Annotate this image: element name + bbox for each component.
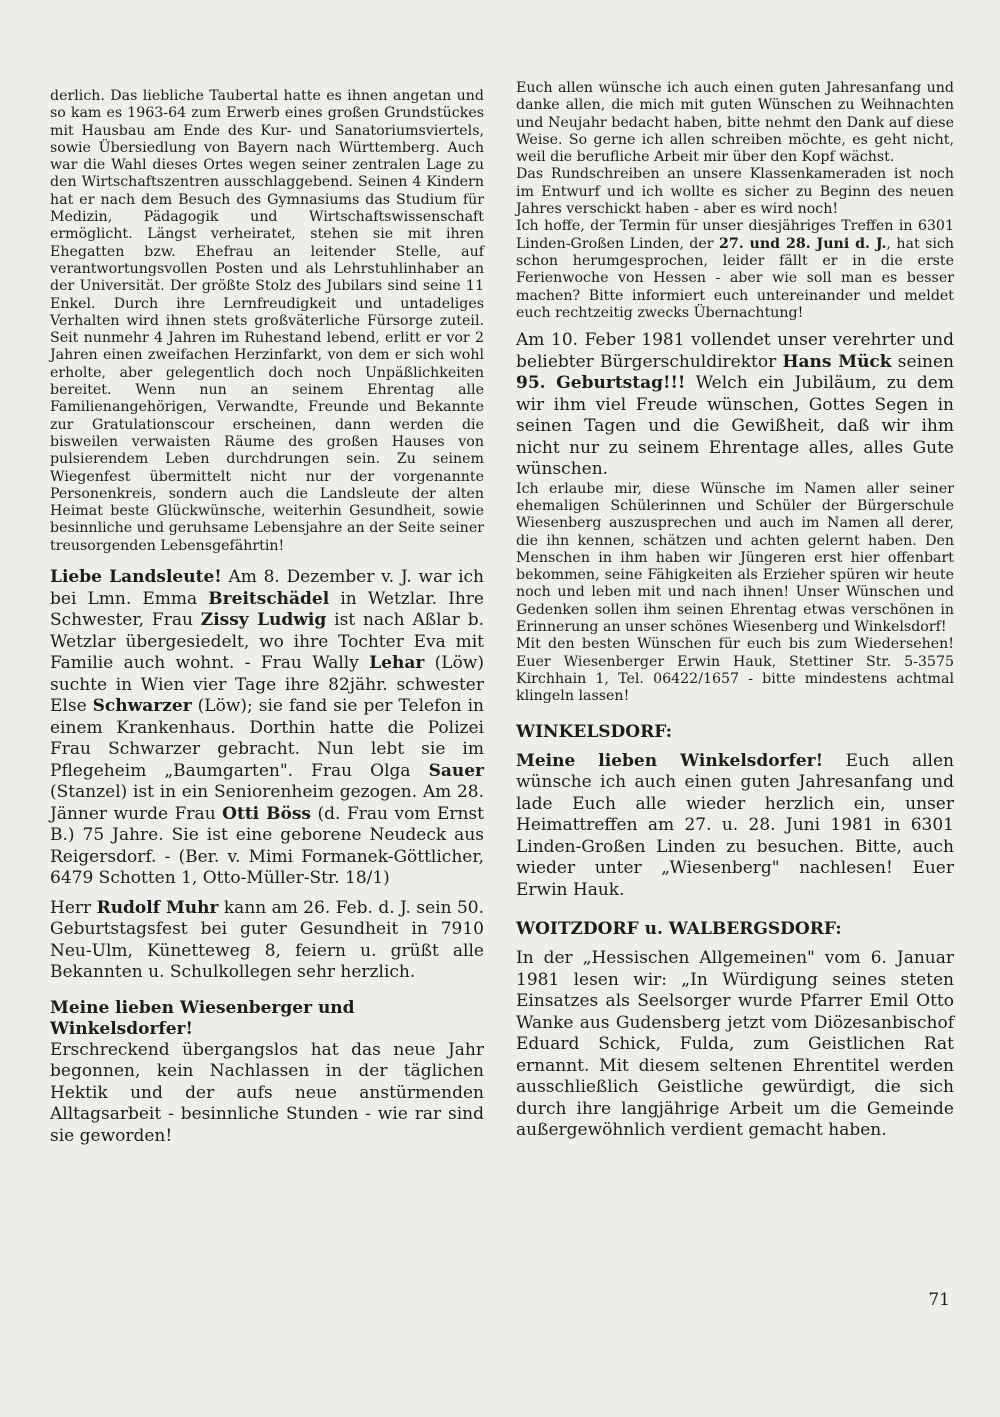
paragraph-wuensche: Ich erlaube mir, diese Wünsche im Namen aller seiner ehemaligen Schülerinnen und Schüler der Bürgerschule Wiesenberg auszusprechen und auch im Namen all derer, die ihn kennen, schätzen und achten gelernt haben. Den Menschen in ihm haben wir Jüngeren erst hier offenbart bekommen, seine Fähigkeiten als Erzieher spüren wir heute noch und leben mit und nach ihnen! Unser Wünschen und Gedenken sollen ihm seinen Ehrentag etwas verschönen in Erinnerung an unser schönes Wiesenberg und Winkelsdorf!: [516, 480, 954, 636]
heading-wiesenberger: Meine lieben Wiesenberger und Winkelsdorfer!: [50, 997, 355, 1039]
paragraph-winkelsdorfer: Meine lieben Winkelsdorfer! Euch allen wünsche ich auch einen guten Jahresanfang und lade Euch alle wieder herzlich ein, unser Heimattreffen am 27. u. 28. Juni 1981 in 6301 Linden-Großen Linden zu besuchen. Bitte, auch wieder unter „Wiesenberg" nachlesen! Euer Erwin Hauk.: [516, 750, 954, 900]
section-heading-winkelsdorf: WINKELSDORF:: [516, 721, 672, 742]
paragraph-liebe-landsleute: Liebe Landsleute! Am 8. Dezember v. J. war ich bei Lmn. Emma Breitschädel in Wetzlar. Ihre Schwester, Frau Zissy Ludwig ist nach Aßlar b. Wetzlar übergesiedelt, wo ihre Tochter Eva mit Familie auch wohnt. - Frau Wally Lehar (Löw) suchte in Wien vier Tage ihre 82jähr. schwester Else Schwarzer (Löw); sie fand sie per Telefon in einem Krankenhaus. Dorthin hatte die Polizei Frau Schwarzer gebracht. Nun lebt sie im Pflegeheim „Baumgarten". Frau Olga Sauer (Stanzel) ist in ein Seniorenheim gezogen. Am 28. Jänner wurde Frau Otti Böss (d. Frau vom Ernst B.) 75 Jahre. Sie ist eine geborene Neudeck aus Reigersdorf. - (Ber. v. Mimi Formanek-Göttlicher, 6479 Schotten 1, Otto-Müller-Str. 18/1): [50, 567, 485, 889]
right-column: [516, 80, 954, 1142]
paragraph-besten-wuenschen: Mit den besten Wünschen für euch bis zum Wiedersehen! Euer Wiesenberger Erwin Hauk, Stettiner Str. 5-3575 Kirchhain 1, Tel. 06422/1657 - bitte mindestens achtmal klingeln lassen!: [516, 636, 954, 705]
paragraph-hessische-allgemeine: In der „Hessischen Allgemeinen" vom 6. Januar 1981 lesen wir: „In Würdigung seines steten Einsatzes als Seelsorger wurde Pfarrer Emil Otto Wanke aus Gudensberg jetzt vom Diözesanbischof Eduard Schick, Fulda, zum Geistlichen Rat ernannt. Mit diesem seltenen Ehrentitel werden ausschließlich Geistliche gewürdigt, die sich durch ihre langjährige Arbeit um die Gemeinde außergewöhnlich verdient gemacht haben.: [516, 948, 954, 1141]
paragraph-rudolf-muhr: Herr Rudolf Muhr kann am 26. Feb. d. J. sein 50. Geburtstagsfest bei guter Gesundheit in 7910 Neu-Ulm, Künetteweg 8, feiern u. grüßt alle Bekannten u. Schulkollegen sehr herzlich.: [50, 897, 484, 983]
page-number: 71: [928, 1290, 950, 1310]
paragraph-hans-mueck: Am 10. Feber 1981 vollendet unser verehrter und beliebter Bürgerschuldirektor Hans Mück seinen 95. Geburtstag!!! Welch ein Jubiläum, zu dem wir ihm viel Freude wünschen, Gottes Segen in seinen Tagen und die Gewißheit, daß wir ihm nicht nur zu seinem Ehrentage alles, alles Gute wünschen.: [516, 330, 954, 480]
paragraph-erschreckend: Erschreckend übergangslos hat das neue Jahr begonnen, kein Nachlassen in der täglichen Hektik und der aufs neue anstürmenden Alltagsarbeit - besinnliche Stunden - wie rar sind sie geworden!: [50, 1039, 484, 1146]
paragraph-jubilar: derlich. Das liebliche Taubertal hatte es ihnen angetan und so kam es 1963-64 zum Erwerb eines großen Grundstückes mit Hausbau am Ende des Kur- und Sanatoriumsviertels, sowie Übersiedlung von Bayern nach Württemberg. Auch war die Wahl dieses Ortes wegen seiner zentralen Lage zu den Wirtschaftszentren ausschlaggebend. Seinen 4 Kindern hat er nach dem Besuch des Gymnasiums das Studium für Medizin, Pädagogik und Wirtschaftswissenschaft ermöglicht. Längst verheiratet, stehen sie mit ihren Ehegatten bzw. Ehefrau an leitender Stelle, auf verantwortungsvollen Posten und als Lehrstuhlinhaber an der Universität. Der größte Stolz des Jubilars sind seine 11 Enkel. Durch ihre Lernfreudigkeit und untadeliges Verhalten wird ihnen stets großväterliche Fürsorge zuteil. Seit nunmehr 4 Jahren im Ruhestand lebend, erlitt er vor 2 Jahren einen zweifachen Herzinfarkt, von dem er sich wohl erholte, aber gelegentlich doch noch Unpäßlichkeiten bereitet. Wenn nun an seinem Ehrentag alle Familienangehörigen, Verwandte, Freunde und Bekannte zur Gratulationscour erscheinen, dann werden die bisweilen verwaisten Räume des großen Hauses von pulsierendem Leben durchdrungen sein. Zu seinem Wiegenfest übermittelt nicht nur der vorgenannte Personenkreis, sondern auch die Landsleute der alten Heimat beste Glückwünsche, weiterhin Gesundheit, sowie besinnliche und geruhsame Lebensjahre an der Seite seiner treusorgenden Lebensgefährtin!: [50, 88, 484, 554]
section-heading-woitzdorf: WOITZDORF u. WALBERGSDORF:: [516, 919, 842, 940]
paragraph-jahresanfang: Euch allen wünsche ich auch einen guten Jahresanfang und danke allen, die mich mit guten Wünschen zu Weihnachten und Neujahr bedacht haben, bitte nehmt den Dank auf diese Weise. So gerne ich allen schreiben möchte, es geht nicht, weil die berufliche Arbeit mir über den Kopf wächst.: [516, 80, 954, 166]
paragraph-termin: Ich hoffe, der Termin für unser diesjähriges Treffen in 6301 Linden-Großen Linden, der 27. und 28. Juni d. J., hat sich schon herumgesprochen, leider fällt er in die erste Ferienwoche von Hessen - aber wie soll man es besser machen? Bitte informiert euch untereinander und meldet euch rechtzeitig zwecks Übernachtung!: [516, 218, 954, 321]
paragraph-rundschreiben: Das Rundschreiben an unsere Klassenkameraden ist noch im Entwurf und ich wollte es sicher zu Beginn des neuen Jahres verschickt haben - aber es wird noch!: [516, 166, 954, 218]
left-column: [50, 88, 484, 1147]
